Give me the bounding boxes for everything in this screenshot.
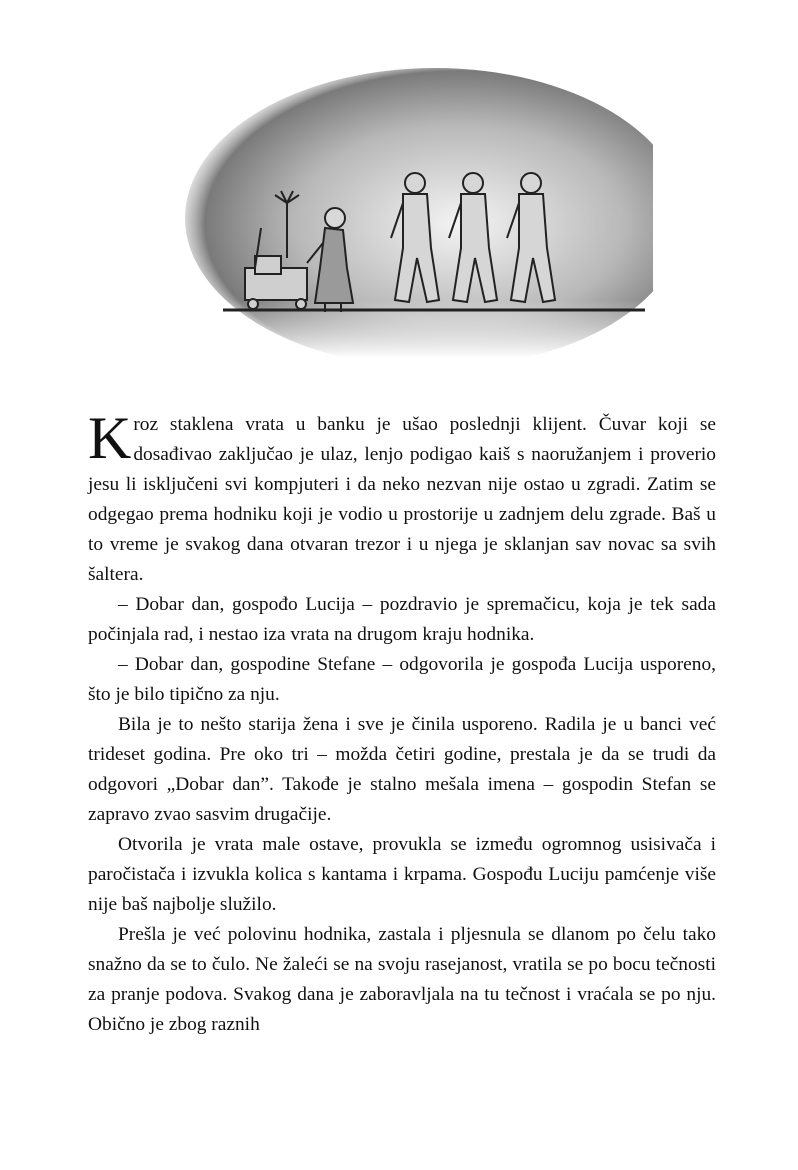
paragraph: Bila je to nešto starija žena i sve je činila usporeno. Radila je u banci već trideset godina. Pre oko tri – možda četiri godine, prestala je da se trudi da odgovori „Dobar dan”. Takođe je stalno mešala imena – gospodin Stefan se zapravo zvao sasvim drugačije. xyxy=(88,714,716,825)
story-illustration xyxy=(175,68,653,358)
paragraph xyxy=(88,405,716,590)
drop-cap: K xyxy=(88,405,132,471)
paragraph: – Dobar dan, gospodine Stefane – odgovorila je gospođa Lucija usporeno, što je bilo tipično za nju. xyxy=(88,654,716,705)
story-text xyxy=(88,405,716,1040)
paragraph: Prešla je već polovinu hodnika, zastala i pljesnula se dlanom po čelu tako snažno da se to čulo. Ne žaleći se na svoju rasejanost, vratila se po bocu tečnosti za pranje podova. Svakog dana je zaboravljala na tu tečnost i vraćala se po nju. Obično je zbog raznih xyxy=(88,924,716,1035)
paragraph: – Dobar dan, gospođo Lucija – pozdravio je spremačicu, koja je tek sada počinjala rad, i nestao iza vrata na drugom kraju hodnika. xyxy=(88,594,716,645)
paragraph: Otvorila je vrata male ostave, provukla se između ogromnog usisivača i paročistača i izvukla kolica s kantama i krpama. Gospođu Luciju pamćenje više nije baš najbolje služilo. xyxy=(88,834,716,915)
paragraph-text: roz staklena vrata u banku je ušao poslednji klijent. Čuvar koji se dosađivao zaključao je ulaz, lenjo podigao kaiš s naoružanjem i proverio jesu li isključeni svi kompjuteri i da neko nezvan nije ostao u zgradi. Zatim se odgegao prema hodniku koji je vodio u prostorije u zadnjem delu zgrade. Baš u to vreme je svakog dana otvaran trezor i u njega je sklanjan sav novac sa svih šaltera. xyxy=(88,414,716,585)
